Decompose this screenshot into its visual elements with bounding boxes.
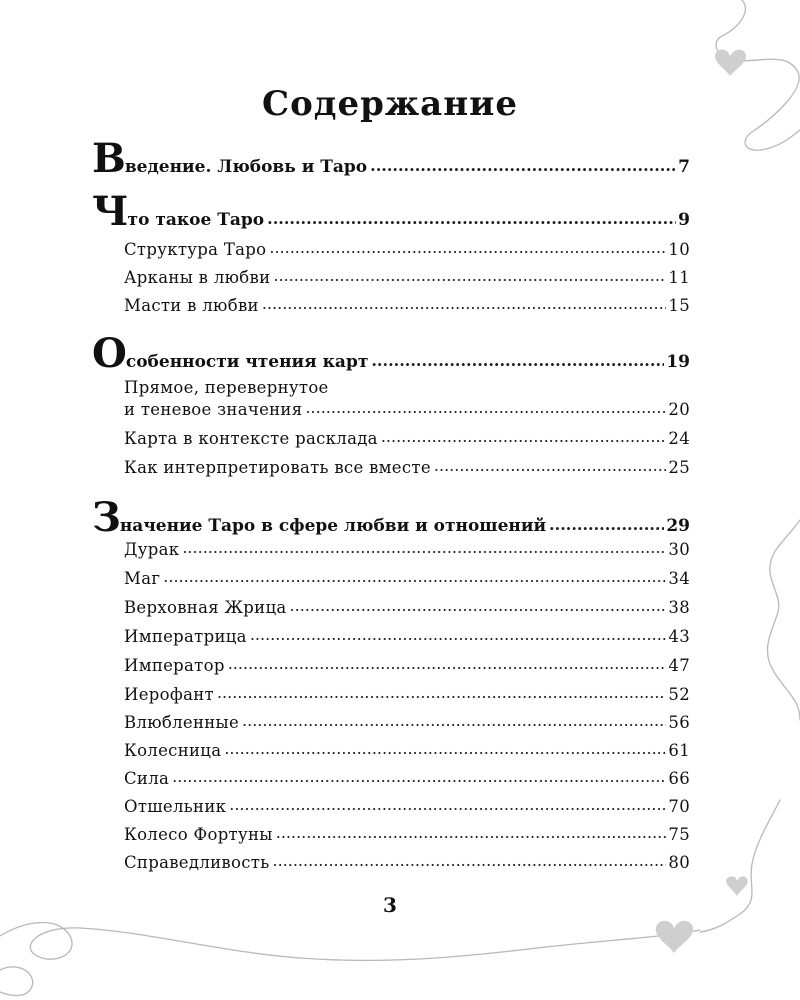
dot-leader	[269, 240, 666, 259]
toc-subentry[interactable]	[124, 268, 690, 287]
vine-bottom-left	[0, 967, 33, 996]
toc-subentry[interactable]	[124, 656, 690, 675]
dot-leader	[276, 825, 667, 844]
toc-subentry[interactable]	[124, 713, 690, 732]
dot-leader	[273, 268, 666, 287]
toc-subentry[interactable]	[124, 458, 690, 477]
toc-subentry-page: 15	[668, 296, 690, 315]
toc-entry-label: начение Таро в сфере любви и отношений	[119, 516, 547, 536]
dot-leader	[290, 598, 667, 617]
toc-subentry-first-line[interactable]: Прямое, перевернутое	[124, 378, 329, 397]
toc-entry-what[interactable]	[92, 188, 690, 235]
toc-subentry-page: 25	[668, 458, 690, 477]
toc-subentry[interactable]	[124, 797, 690, 816]
toc-subentry[interactable]	[124, 627, 690, 646]
toc-subentry-label: Дурак	[124, 540, 180, 559]
toc-subentry[interactable]	[124, 240, 690, 259]
toc-subentry-page: 10	[668, 240, 690, 259]
toc-subentry[interactable]	[124, 296, 690, 315]
drop-cap: В	[92, 135, 125, 182]
dot-leader	[217, 685, 666, 704]
dot-leader	[228, 656, 667, 675]
drop-cap: О	[92, 330, 126, 377]
page-number: 3	[383, 893, 397, 917]
dot-leader	[172, 769, 666, 788]
dot-leader	[242, 713, 666, 732]
dot-leader	[224, 741, 666, 760]
toc-subentry-label: Колесница	[124, 741, 222, 760]
toc-entry-label: собенности чтения карт	[125, 352, 369, 372]
toc-subentry-label: Арканы в любви	[124, 268, 271, 287]
dot-leader	[273, 853, 667, 872]
toc-subentry-page: 47	[668, 656, 690, 675]
vine-right	[767, 520, 800, 720]
dot-leader	[229, 797, 666, 816]
dot-leader	[371, 353, 664, 372]
dot-leader	[262, 296, 667, 315]
drop-cap: З	[92, 494, 120, 541]
toc-subentry[interactable]	[124, 569, 690, 588]
toc-entry-page: 9	[678, 210, 690, 230]
toc-subentry[interactable]	[124, 540, 690, 559]
toc-subentry-page: 52	[668, 685, 690, 704]
toc-subentry-page: 56	[668, 713, 690, 732]
toc-subentry-label: Влюбленные	[124, 713, 240, 732]
toc-subentry-page: 70	[668, 797, 690, 816]
toc-subentry-page: 66	[668, 769, 690, 788]
toc-entry-meaning[interactable]	[92, 494, 690, 541]
heart-icon-top	[715, 50, 746, 76]
toc-subentry[interactable]	[124, 598, 690, 617]
dot-leader	[182, 540, 666, 559]
dot-leader	[163, 569, 666, 588]
toc-subentry-label: Верховная Жрица	[124, 598, 287, 617]
toc-subentry-label: Карта в контексте расклада	[124, 429, 378, 448]
toc-entry-page: 29	[666, 516, 690, 536]
toc-subentry-label: Отшельник	[124, 797, 227, 816]
toc-subentry-label: и теневое значения	[124, 400, 303, 419]
heart-icon-bottom	[656, 921, 693, 953]
toc-subentry-label: Как интерпретировать все вместе	[124, 458, 431, 477]
toc-subentry-page: 61	[668, 741, 690, 760]
dot-leader	[250, 627, 667, 646]
toc-subentry-label: Справедливость	[124, 853, 270, 872]
dot-leader	[434, 458, 666, 477]
toc-subentry-label: Маг	[124, 569, 161, 588]
toc-subentry-page: 11	[668, 268, 690, 287]
vine-top-right	[716, 0, 800, 150]
toc-entry-page: 19	[666, 352, 690, 372]
vine-bottom	[0, 923, 700, 961]
toc-subentry-page: 75	[668, 825, 690, 844]
toc-entry-label: ведение. Любовь и Таро	[124, 157, 368, 177]
toc-subentry-page: 20	[668, 400, 690, 419]
dot-leader	[381, 429, 667, 448]
page-title: Содержание	[262, 84, 518, 124]
toc-subentry-label: Колесо Фортуны	[124, 825, 273, 844]
toc-entry-reading[interactable]	[92, 330, 690, 377]
toc-subentry-label: Иерофант	[124, 685, 214, 704]
dot-leader	[549, 517, 664, 536]
toc-subentry-page: 80	[668, 853, 690, 872]
toc-subentry[interactable]	[124, 685, 690, 704]
toc-subentry[interactable]	[124, 825, 690, 844]
toc-entry-page: 7	[678, 157, 690, 177]
toc-subentry-page: 38	[668, 598, 690, 617]
toc-subentry-label: Император	[124, 656, 225, 675]
toc-subentry[interactable]	[124, 741, 690, 760]
toc-subentry-page: 24	[668, 429, 690, 448]
toc-subentry-label: Сила	[124, 769, 170, 788]
toc-subentry-label: Масти в любви	[124, 296, 259, 315]
toc-subentry[interactable]	[124, 400, 690, 419]
toc-subentry-label: Императрица	[124, 627, 247, 646]
dot-leader	[370, 158, 676, 177]
toc-subentry-page: 43	[668, 627, 690, 646]
toc-entry-intro[interactable]	[92, 135, 690, 182]
drop-cap: Ч	[92, 188, 128, 235]
toc-subentry-page: 34	[668, 569, 690, 588]
toc-subentry-label: Структура Таро	[124, 240, 267, 259]
dot-leader	[267, 211, 676, 230]
toc-subentry[interactable]	[124, 769, 690, 788]
toc-subentry[interactable]	[124, 853, 690, 872]
dot-leader	[305, 400, 666, 419]
toc-subentry-page: 30	[668, 540, 690, 559]
toc-entry-label: то такое Таро	[127, 210, 265, 230]
toc-subentry[interactable]	[124, 429, 690, 448]
